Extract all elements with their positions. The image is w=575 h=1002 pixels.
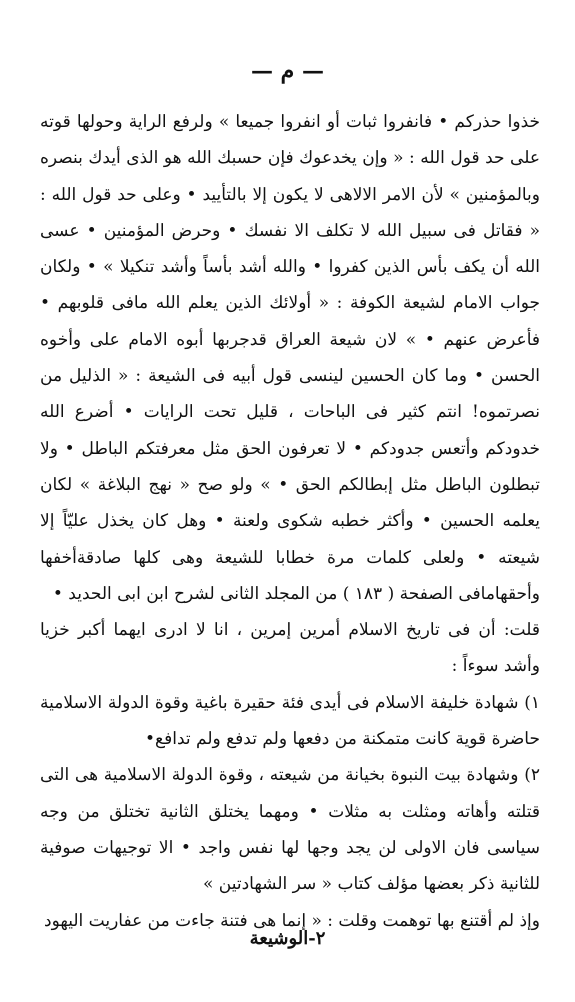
paragraph-3: وإذ لم أقتنع بها توهمت وقلت : « إنما هى فتنة جاءت من عفاريت اليهود [44, 910, 540, 931]
paragraph-2: قلت: أن فى تاريخ الاسلام أمرين إمرين ، انا لا ادرى ايهما أكبر خزيا وأشد سوءاً : [40, 620, 540, 677]
body-text [40, 104, 540, 939]
list-item-2: ٢) وشهادة بيت النبوة بخيانة من شيعته ، وقوة الدولة الاسلامية هى التى قتلته وأهاته ومثلت به مثلات • ومهما يختلق الثانية تختلق من وجه سياسى فان الاولى لن يجد وجها لها نفس واجد • الا توجيهات صوفية للثانية ذكر بعضها مؤلف كتاب « سر الشهادتين » [40, 765, 540, 895]
signature-mark: ٢-الوشيعة [249, 928, 326, 949]
page-number: — م — [251, 58, 324, 84]
list-item-1: ١) شهادة خليفة الاسلام فى أيدى فئة حقيرة باغية وقوة الدولة الاسلامية حاضرة قوية كانت متمكنة من دفعها ولم تدفع ولم تدافع• [40, 692, 540, 750]
paragraph-1: خذوا حذركم • فانفروا ثبات أو انفروا جميعا » ولرفع الراية وحولها قوته على حد قول الله : « وإن يخدعوك فإن حسبك الله هو الذى أيدك بنصره وبالمؤمنين » لأن الامر الالاهى لا يكون إلا بالتأييد • وعلى حد قول الله : « فقاتل فى سبيل الله لا تكلف الا نفسك • وحرض المؤمنين • عسى الله أن يكف بأس الذين كفروا • والله أشد بأساً وأشد تنكيلا » • ولكان جواب الامام لشيعة الكوفة : « أولائك الذين يعلم الله مافى قلوبهم • فأعرض عنهم • » لان شيعة العراق قدجربها أبوه الامام على وأخوه الحسن • وما كان الحسين لينسى قول أبيه فى الشيعة : « الذليل من نصرتموه! انتم كثير فى الباحات ، قليل تحت الرايات • أضرع الله خدودكم وأتعس جدودكم • لا تعرفون الحق مثل معرفتكم الباطل • ولا تبطلون الباطل مثل إبطالكم الحق • » ولو صح « نهج البلاغة » لكان يعلمه الحسين • وأكثر خطبه شكوى ولعنة • وهل كان يخذل عليّاً إلا شيعته • ولعلى كلمات مرة خطابا للشيعة وهى كلها صادقةأخفها وأحقهامافى الصفحة ( ١٨٣ ) من المجلد الثانى لشرح ابن ابى الحديد • [40, 112, 540, 604]
